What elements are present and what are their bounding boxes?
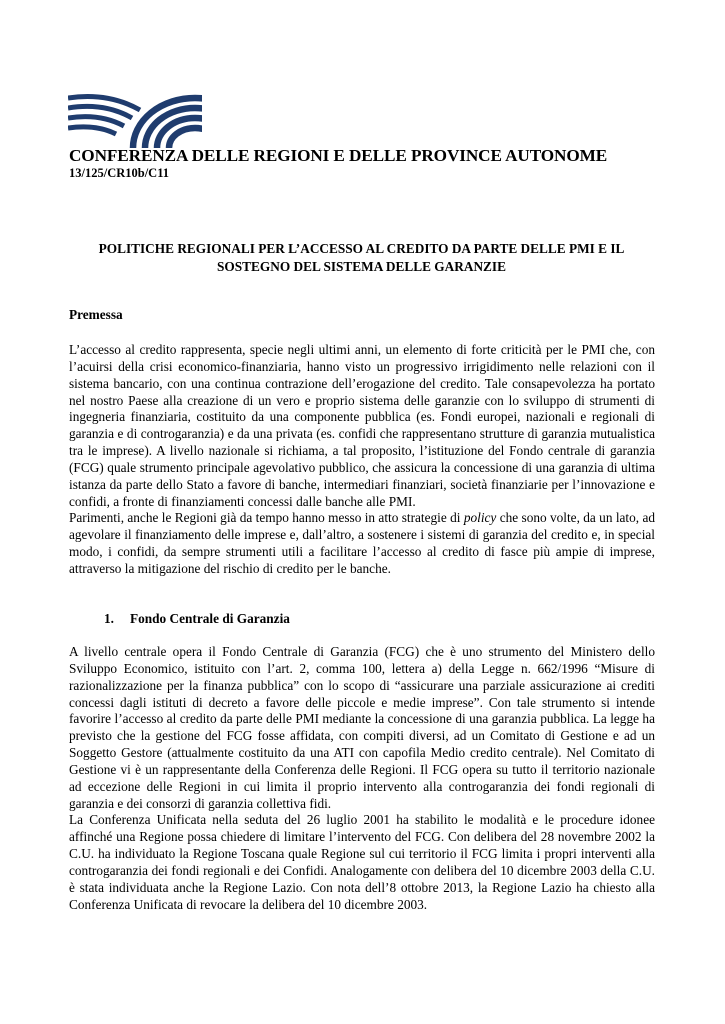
premessa-paragraph-1: L’accesso al credito rappresenta, specie negli ultimi anni, un elemento di forte criticità per le PMI che, con l’acuirsi della crisi economico-finanziaria, hanno visto un progressivo irrigidimento nelle relazioni con il sistema bancario, con una continua contrazione dell’erogazione del credito. Tale consapevolezza ha portato nel nostro Paese alla creazione di un vero e proprio sistema delle garanzie con lo sviluppo di strumenti di ingegneria finanziaria, costituito da una componente pubblica (es. Fondi europei, nazionali e regionali di garanzia e di controgaranzia) e da una privata (es. confidi che rappresentano strutture di garanzia mutualistica tra le imprese). A livello nazionale si richiama, a tal proposito, l’istituzione del Fondo centrale di garanzia (FCG) quale strumento principale agevolativo pubblico, che assicura la concessione di una garanzia di ultima istanza da parte dello Stato a favore di banche, intermediari finanziari, società finanziarie per l’innovazione e confidi, a fronte di finanziamenti concessi dalle banche alle PMI. [69,342,655,509]
section-1-heading [69,611,290,627]
document-code: 13/125/CR10b/C11 [69,166,170,180]
premessa-paragraph-2: Parimenti, anche le Regioni già da tempo hanno messo in atto strategie di policy che sono volte, da un lato, ad agevolare il finanziamento delle imprese e, dall’altro, a sostenere i sistemi di garanzia del credito e, in special modo, i confidi, da sempre strumenti utili a facilitare l’accesso al credito di fasce più ampie di imprese, attraverso la mitigazione del rischio di credito per le banche. [69,510,656,576]
premessa-heading: Premessa [69,307,123,322]
document-title-line-2: SOSTEGNO DEL SISTEMA DELLE GARANZIE [217,258,506,274]
rainbow-arcs-logo [68,92,202,148]
document-title-line-1: POLITICHE REGIONALI PER L’ACCESSO AL CREDITO DA PARTE DELLE PMI E IL [98,241,625,256]
section-1-paragraph-1: A livello centrale opera il Fondo Centrale di Garanzia (FCG) che è uno strumento del Ministero dello Sviluppo Economico, istituito con l’art. 2, comma 100, lettera a) della Legge n. 662/1996 “Misure di razionalizzazione per la finanza pubblica” con lo scopo di “assicurare una parziale assicurazione ai crediti concessi dagli istituti di decreto a favore delle piccole e medie imprese”. Con tale strumento si intende favorire l’accesso al credito da parte delle PMI mediante la concessione di una garanzia pubblica. La legge ha previsto che la gestione del FCG fosse affidata, con compiti diversi, ad un Comitato di Gestione e ad un Soggetto Gestore (attualmente costituito da una ATI con capofila Medio credito centrale). Nel Comitato di Gestione vi è un rappresentante della Conferenza delle Regioni. Il FCG opera su tutto il territorio nazionale ad eccezione delle Regioni in cui limita il proprio intervento alla controgaranzia dei fondi regionali di garanzia e dei consorzi di garanzia collettiva fidi. [69,644,655,811]
organization-title: CONFERENZA DELLE REGIONI E DELLE PROVINCE AUTONOME [69,146,608,165]
section-1-title: Fondo Centrale di Garanzia [130,611,290,626]
section-1-text [69,644,655,914]
policy-italic: policy [463,510,497,526]
section-1-paragraph-2: La Conferenza Unificata nella seduta del 26 luglio 2001 ha stabilito le modalità e le procedure idonee affinché una Regione possa chiedere di limitare l’intervento del FCG. Con delibera del 28 novembre 2002 la C.U. ha individuato la Regione Toscana quale Regione sul cui territorio il FCG limita i propri interventi alla controgaranzia dei fondi regionali e dei Confidi. Analogamente con delibera del 10 dicembre 2003 della C.U. è stata individuata anche la Regione Lazio. Con nota dell’8 ottobre 2013, la Regione Lazio ha chiesto alla Conferenza Unificata di revocare la delibera del 10 dicembre 2003. [69,812,655,912]
document-title [69,240,654,275]
section-1-number: 1. [104,611,114,626]
premessa-text [69,342,655,578]
